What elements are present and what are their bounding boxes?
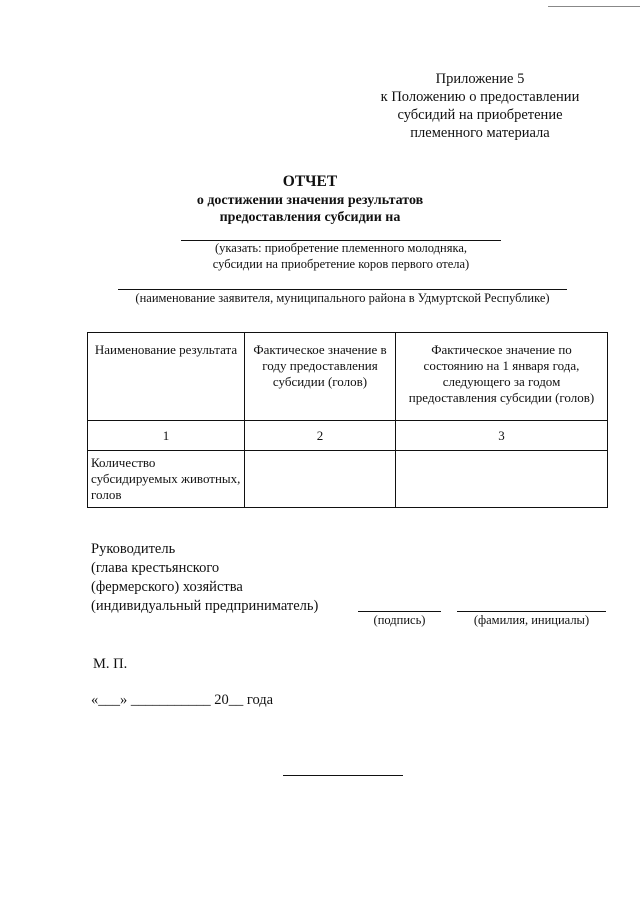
bottom-separator <box>283 775 403 776</box>
appendix-line: Приложение 5 <box>435 71 525 87</box>
applicant-fill-line <box>118 289 567 290</box>
applicant-caption: (наименование заявителя, муниципального района в Удмуртской Республике) <box>135 291 550 305</box>
signer-line: (фермерского) хозяйства <box>91 579 243 595</box>
results-table <box>87 332 608 508</box>
appendix-line: субсидий на приобретение <box>397 107 563 123</box>
title-main: ОТЧЕТ <box>282 173 338 190</box>
column-number: 3 <box>396 421 608 451</box>
signature-caption: (подпись) <box>373 613 426 627</box>
table-number-row <box>88 421 608 451</box>
value-cell[interactable] <box>245 451 396 508</box>
header-cell: Фактическое значение в году предоставления субсидии (голов) <box>245 333 396 421</box>
name-caption: (фамилия, инициалы) <box>473 613 590 627</box>
signer-block <box>91 540 318 616</box>
header-cell: Фактическое значение по состоянию на 1 января года, следующего за годом предоставления субсидии (голов) <box>396 333 608 421</box>
title-line: о достижении значения результатов <box>196 193 424 208</box>
document-title <box>130 172 490 226</box>
caption-line: (указать: приобретение племенного молодняка, <box>214 241 468 255</box>
subsidy-type-caption <box>181 241 501 272</box>
header-cell: Наименование результата <box>88 333 245 421</box>
signature-fill-line[interactable] <box>358 611 441 612</box>
stamp-label: М. П. <box>93 656 128 672</box>
name-fill-line[interactable] <box>457 611 606 612</box>
date-line: «___» ___________ 20__ года <box>91 692 274 708</box>
table-header-row <box>88 333 608 421</box>
scan-edge-mark <box>548 6 640 7</box>
signer-line: (индивидуальный предприниматель) <box>91 598 319 614</box>
value-cell[interactable] <box>396 451 608 508</box>
result-name-cell: Количество субсидируемых животных, голов <box>88 451 245 508</box>
appendix-line: к Положению о предоставлении <box>380 89 580 105</box>
caption-line: субсидии на приобретение коров первого отела) <box>212 256 470 271</box>
signer-line: (глава крестьянского <box>91 560 220 576</box>
appendix-reference <box>340 70 620 142</box>
column-number: 1 <box>88 421 245 451</box>
signer-line: Руководитель <box>91 541 176 557</box>
table-row <box>88 451 608 508</box>
appendix-line: племенного материала <box>410 125 550 141</box>
title-line: предоставления субсидии на <box>219 210 401 225</box>
column-number: 2 <box>245 421 396 451</box>
